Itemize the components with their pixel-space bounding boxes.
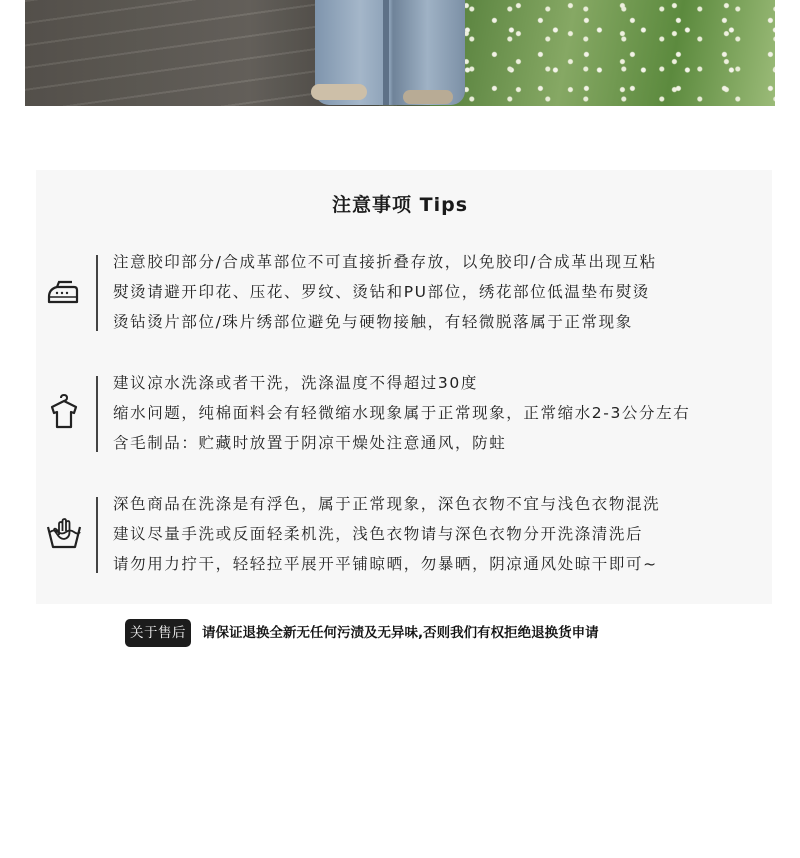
product-photo — [25, 0, 775, 106]
hanging-shirt-icon — [44, 392, 84, 432]
iron-icon — [44, 271, 84, 311]
tips-title: 注意事项 Tips — [332, 194, 468, 216]
after-sales-badge: 关于售后 — [125, 619, 191, 647]
tip-line: 注意胶印部分/合成革部位不可直接折叠存放，以免胶印/合成革出现互粘 — [113, 253, 657, 271]
tip-line: 深色商品在洗涤是有浮色，属于正常现象，深色衣物不宜与浅色衣物混洗 — [113, 495, 661, 513]
section-divider — [96, 497, 98, 573]
tip-line: 熨烫请避开印花、压花、罗纹、烫钻和PU部位，绣花部位低温垫布熨烫 — [113, 283, 650, 301]
section-text — [113, 489, 660, 579]
tip-line: 建议凉水洗涤或者干洗，洗涤温度不得超过30度 — [113, 374, 478, 392]
tip-line: 建议尽量手洗或反面轻柔机洗，浅色衣物请与深色衣物分开洗涤清洗后 — [113, 525, 644, 543]
shoe-right — [403, 90, 453, 104]
section-divider — [96, 255, 98, 331]
hand-wash-icon — [44, 513, 84, 553]
section-text — [113, 247, 657, 337]
tip-line: 烫钻烫片部位/珠片绣部位避免与硬物接触，有轻微脱落属于正常现象 — [113, 313, 633, 331]
after-sales-text: 请保证退换全新无任何污渍及无异味,否则我们有权拒绝退换货申请 — [202, 625, 599, 641]
tip-line: 含毛制品：贮藏时放置于阴凉干燥处注意通风，防蛀 — [113, 434, 507, 452]
shoe-left — [311, 84, 367, 100]
tip-line: 请勿用力拧干，轻轻拉平展开平铺晾晒，勿暴晒，阴凉通风处晾干即可~ — [113, 555, 658, 573]
section-text — [113, 368, 690, 458]
tip-line: 缩水问题，纯棉面料会有轻微缩水现象属于正常现象，正常缩水2-3公分左右 — [113, 404, 691, 422]
flower-field — [430, 0, 775, 106]
section-divider — [96, 376, 98, 452]
